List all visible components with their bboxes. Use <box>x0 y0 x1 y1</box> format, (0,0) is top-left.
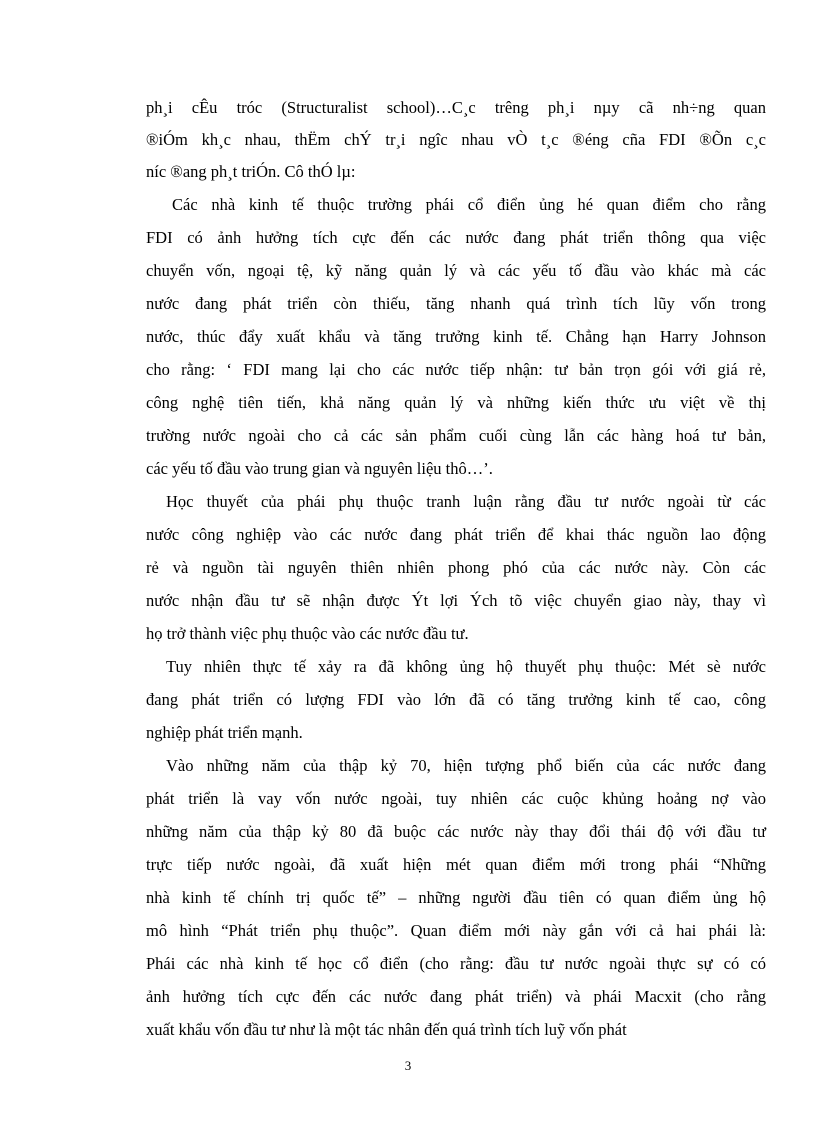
text-line: trường nước ngoài cho cả các sản phẩm cuối cùng lẫn các hàng hoá tư bản, <box>146 426 766 445</box>
text-line: những năm của thập kỷ 80 đã buộc các nước này thay đổi thái độ với đầu tư <box>146 822 766 841</box>
text-line: cho rằng: ‘ FDI mang lại cho các nước tiếp nhận: tư bản trọn gói với giá rẻ, <box>146 360 766 379</box>
text-line: họ trở thành việc phụ thuộc vào các nước đầu tư. <box>146 624 469 643</box>
text-line: FDI có ảnh hưởng tích cực đến các nước đang phát triển thông qua việc <box>146 228 766 247</box>
text-line: nước nhận đầu tư sẽ nhận được Ýt lợi Ých tõ việc chuyển giao này, thay vì <box>146 591 766 610</box>
text-line: mô hình “Phát triển phụ thuộc”. Quan điểm mới này gắn với cả hai phái là: <box>146 921 766 940</box>
text-line: Các nhà kinh tế thuộc trường phái cổ điển ủng hé quan điểm cho rằng <box>172 195 766 214</box>
text-line: trực tiếp nước ngoài, đã xuất hiện mét quan điểm mới trong phái “Những <box>146 855 766 874</box>
text-line: Phái các nhà kinh tế học cổ điển (cho rằng: đầu tư nước ngoài thực sự có có <box>146 954 766 973</box>
text-line: níc ®ang ph¸t triÓn. Cô thÓ lµ: <box>146 162 356 181</box>
text-line: rẻ và nguồn tài nguyên thiên nhiên phong phó của các nước này. Còn các <box>146 558 766 577</box>
text-line: Tuy nhiên thực tế xảy ra đã không ủng hộ thuyết phụ thuộc: Mét sè nước <box>166 657 766 676</box>
text-line: nhà kinh tế chính trị quốc tế” – những người đầu tiên có quan điểm ủng hộ <box>146 888 766 907</box>
text-line: các yếu tố đầu vào trung gian và nguyên liệu thô…’. <box>146 459 493 478</box>
text-line: phát triển là vay vốn nước ngoài, tuy nhiên các cuộc khủng hoảng nợ vào <box>146 789 766 808</box>
text-line: Học thuyết của phái phụ thuộc tranh luận rằng đầu tư nước ngoài từ các <box>166 492 766 511</box>
text-line: nước, thúc đẩy xuất khẩu và tăng trưởng kinh tế. Chẳng hạn Harry Johnson <box>146 327 766 346</box>
text-line: chuyển vốn, ngoại tệ, kỹ năng quản lý và các yếu tố đầu vào khác mà các <box>146 261 766 280</box>
text-line: nước đang phát triển còn thiếu, tăng nhanh quá trình tích lũy vốn trong <box>146 294 766 313</box>
text-line: ®iÓm kh¸c nhau, thËm chÝ tr¸i ngîc nhau vÒ t¸c ®éng cña FDI ®Õn c¸c <box>146 130 766 149</box>
text-line: nghiệp phát triển mạnh. <box>146 723 303 742</box>
text-line: ảnh hưởng tích cực đến các nước đang phát triển) và phái Macxit (cho rằng <box>146 987 766 1006</box>
text-line: nước công nghiệp vào các nước đang phát triển để khai thác nguồn lao động <box>146 525 766 544</box>
text-line: ph¸i cÊu tróc (Structuralist school)…C¸c trêng ph¸i nµy cã nh÷ng quan <box>146 98 766 117</box>
text-line: công nghệ tiên tiến, khả năng quản lý và những kiến thức ưu việt về thị <box>146 393 766 412</box>
text-line: Vào những năm của thập kỷ 70, hiện tượng phổ biến của các nước đang <box>166 756 766 775</box>
text-line: xuất khẩu vốn đầu tư như là một tác nhân đến quá trình tích luỹ vốn phát <box>146 1020 627 1039</box>
page-number: 3 <box>404 1058 412 1073</box>
text-line: đang phát triển có lượng FDI vào lớn đã có tăng trưởng kinh tế cao, công <box>146 690 766 709</box>
